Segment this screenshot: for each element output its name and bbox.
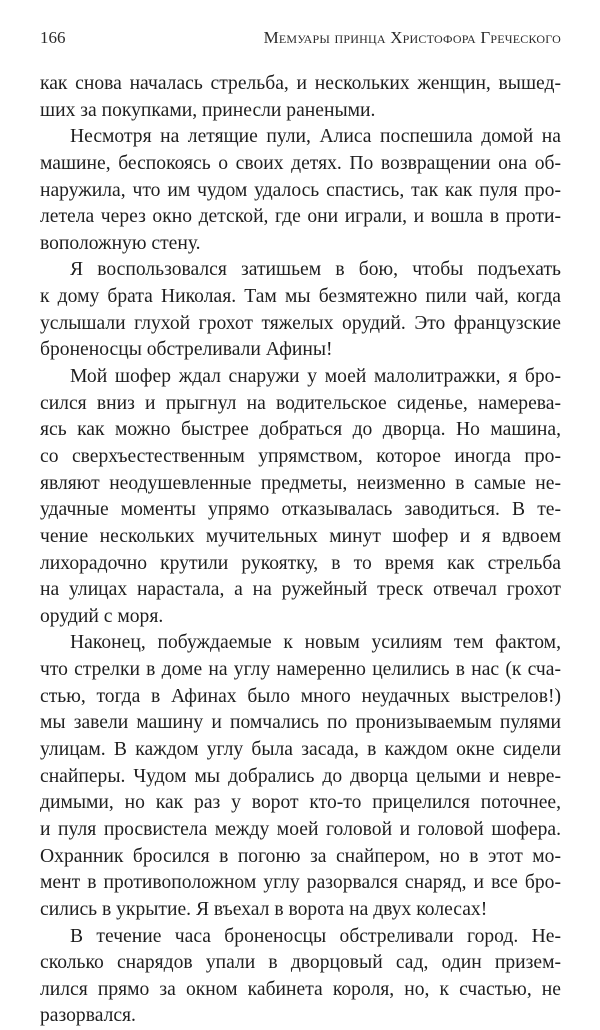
text-line: Наконец, побуждаемые к новым усилиям тем фактом, — [40, 630, 561, 657]
text-line: к дому брата Николая. Там мы безмятежно пили чай, когда — [40, 284, 561, 311]
text-line: сился вниз и прыгнул на водительское сиденье, намерева- — [40, 391, 561, 418]
text-line: броненосцы обстреливали Афины! — [40, 337, 561, 364]
text-line: воположную стену. — [40, 231, 561, 258]
text-line: стью, тогда в Афинах было много неудачных выстрелов!) — [40, 684, 561, 711]
text-line: Охранник бросился в погоню за снайпером, но в этот мо- — [40, 844, 561, 871]
text-line: ясь как можно быстрее добраться до дворца. Но машина, — [40, 417, 561, 444]
page-number: 166 — [40, 28, 66, 48]
text-line: Я воспользовался затишьем в бою, чтобы подъехать — [40, 257, 561, 284]
text-line: и пуля просвистела между моей головой и головой шофера. — [40, 817, 561, 844]
paragraph — [40, 364, 561, 630]
text-line: снайперы. Чудом мы добрались до дворца целыми и невре- — [40, 764, 561, 791]
paragraph — [40, 924, 561, 1030]
text-line: машине, беспокоясь о своих детях. По возвращении она об- — [40, 151, 561, 178]
text-line: на улицах нарастала, а на ружейный треск отвечал грохот — [40, 577, 561, 604]
running-title: Мемуары принца Христофора Греческого — [264, 28, 561, 48]
body-text — [40, 71, 561, 1030]
text-line: что стрелки в доме на углу намеренно целились в нас (к сча- — [40, 657, 561, 684]
text-line: разорвался. — [40, 1003, 561, 1030]
text-line: являют неодушевленные предметы, неизменно в самые не- — [40, 471, 561, 498]
text-line: сколько снарядов упали в дворцовый сад, один призем- — [40, 950, 561, 977]
text-line: димыми, но как раз у ворот кто-то прицелился поточнее, — [40, 790, 561, 817]
paragraph — [40, 71, 561, 124]
text-line: мы завели машину и помчались по пронизываемым пулями — [40, 710, 561, 737]
text-line: чение нескольких мучительных минут шофер и я вдвоем — [40, 524, 561, 551]
text-line: мент в противоположном углу разорвался снаряд, и все бро- — [40, 870, 561, 897]
text-line: лихорадочно крутили рукоятку, в то время как стрельба — [40, 551, 561, 578]
page-header — [40, 28, 561, 52]
text-line: ших за покупками, принесли ранеными. — [40, 98, 561, 125]
text-line: В течение часа броненосцы обстреливали город. Не- — [40, 924, 561, 951]
text-line: Мой шофер ждал снаружи у моей малолитражки, я бро- — [40, 364, 561, 391]
text-line: летела через окно детской, где они играли, и вошла в проти- — [40, 204, 561, 231]
text-line: со сверхъестественным упрямством, которое иногда про- — [40, 444, 561, 471]
text-line: Несмотря на летящие пули, Алиса поспешила домой на — [40, 124, 561, 151]
text-line: орудий с моря. — [40, 604, 561, 631]
text-line: как снова началась стрельба, и нескольких женщин, вышед- — [40, 71, 561, 98]
text-line: удачные моменты упрямо отказывалась заводиться. В те- — [40, 497, 561, 524]
text-line: сились в укрытие. Я въехал в ворота на двух колесах! — [40, 897, 561, 924]
text-line: наружила, что им чудом удалось спастись, так как пуля про- — [40, 178, 561, 205]
text-line: лился прямо за окном кабинета короля, но, к счастью, не — [40, 977, 561, 1004]
text-line: улицам. В каждом углу была засада, в каждом окне сидели — [40, 737, 561, 764]
paragraph — [40, 257, 561, 364]
paragraph — [40, 124, 561, 257]
text-line: услышали глухой грохот тяжелых орудий. Это французские — [40, 311, 561, 338]
paragraph — [40, 630, 561, 923]
